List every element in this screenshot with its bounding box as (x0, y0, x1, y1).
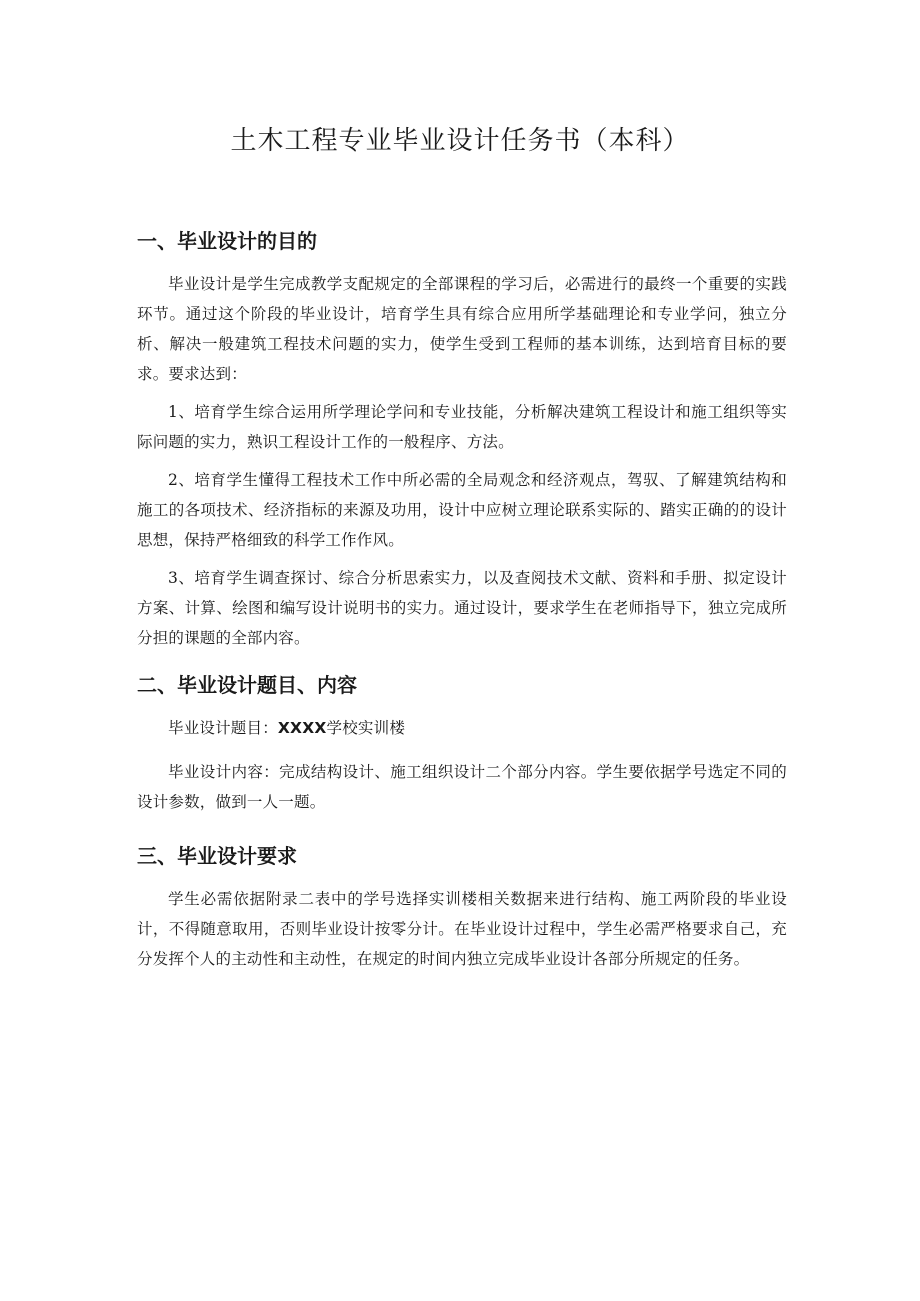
topic-line (137, 713, 787, 743)
topic-suffix: 学校实训楼 (326, 719, 406, 737)
purpose-paragraph-intro: 毕业设计是学生完成教学支配规定的全部课程的学习后，必需进行的最终一个重要的实践环节。通过这个阶段的毕业设计，培育学生具有综合应用所学基础理论和专业学问，独立分析、解决一般建筑工程技术问题的实力，使学生受到工程师的基本训练，达到培育目标的要求。要求达到： (137, 275, 787, 383)
section-requirements (137, 842, 787, 982)
purpose-paragraph-1: 1、培育学生综合运用所学理论学问和专业技能，分析解决建筑工程设计和施工组织等实际问题的实力，熟识工程设计工作的一般程序、方法。 (137, 403, 787, 451)
section-purpose (137, 227, 787, 661)
section-heading-topic: 二、毕业设计题目、内容 (137, 673, 357, 697)
purpose-paragraph-3: 3、培育学生调查探讨、综合分析思索实力，以及查阅技术文献、资料和手册、拟定设计方案、计算、绘图和编写设计说明书的实力。通过设计，要求学生在老师指导下，独立完成所分担的课题的全部内容。 (137, 569, 787, 647)
topic-label: 毕业设计题目： (168, 719, 278, 737)
section-heading-purpose: 一、毕业设计的目的 (137, 229, 317, 253)
section-heading-requirements: 三、毕业设计要求 (137, 844, 297, 868)
topic-value: XXXX (277, 719, 327, 737)
document-title: 土木工程专业毕业设计任务书（本科） (230, 126, 690, 156)
requirements-paragraph: 学生必需依据附录二表中的学号选择实训楼相关数据来进行结构、施工两阶段的毕业设计，不得随意取用，否则毕业设计按零分计。在毕业设计过程中，学生必需严格要求自己，充分发挥个人的主动性和主动性，在规定的时间内独立完成毕业设计各部分所规定的任务。 (137, 890, 787, 968)
section-topic-content (137, 671, 787, 825)
purpose-paragraph-2: 2、培育学生懂得工程技术工作中所必需的全局观念和经济观点，驾驭、了解建筑结构和施工的各项技术、经济指标的来源及功用，设计中应树立理论联系实际的、踏实正确的的设计思想，保持严格细致的科学工作作风。 (137, 471, 787, 549)
design-content-paragraph: 毕业设计内容：完成结构设计、施工组织设计二个部分内容。学生要依据学号选定不同的设计参数，做到一人一题。 (137, 763, 787, 811)
